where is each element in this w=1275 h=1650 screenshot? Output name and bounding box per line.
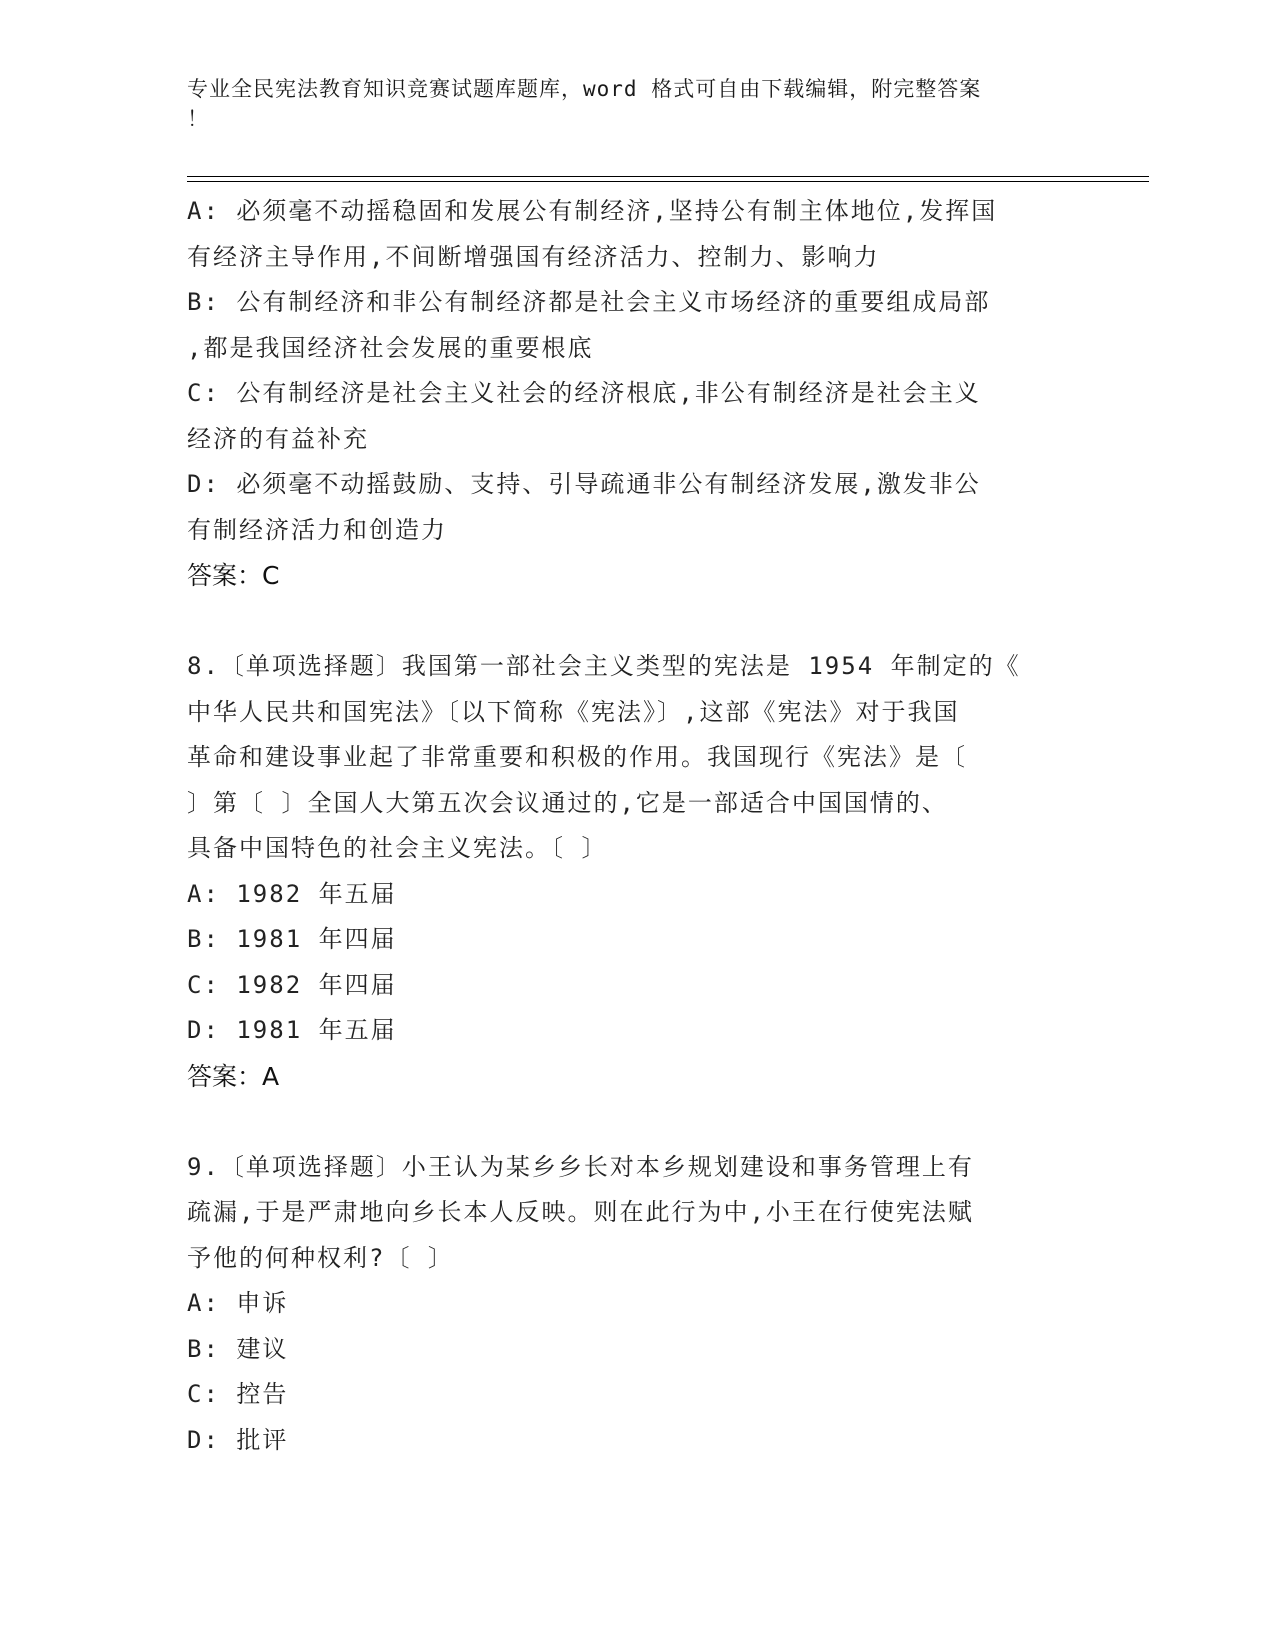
q8-option-d: D: 1981 年五届: [187, 1016, 397, 1044]
q9-option-d: D: 批评: [187, 1425, 289, 1454]
q7-option-a: A: 必须毫不动摇稳固和发展公有制经济,坚持公有制主体地位,发挥国 有经济主导作用,不间断增强国有经济活力、控制力、影响力: [187, 197, 998, 271]
q8-option-c: C: 1982 年四届: [187, 970, 397, 999]
question-9: [187, 1145, 1067, 1464]
q9-option-c: C: 控告: [187, 1380, 289, 1408]
question-7: [187, 189, 1067, 599]
q8-option-a: A: 1982 年五届: [187, 879, 397, 908]
document-body: [187, 189, 1067, 1463]
header-line-1: 专业全民宪法教育知识竞赛试题库题库，word 格式可自由下载编辑，附完整答案: [187, 77, 982, 101]
q7-option-b: B: 公有制经济和非公有制经济都是社会主义市场经济的重要组成局部 ,都是我国经济社会发展的重要根底: [187, 288, 991, 362]
spacer: [187, 599, 1067, 645]
q9-stem: 9.〔单项选择题〕小王认为某乡乡长对本乡规划建设和事务管理上有 疏漏,于是严肃地向乡长本人反映。则在此行为中,小王在行使宪法赋 予他的何种权利?〔 〕: [187, 1152, 974, 1272]
q7-option-d: D: 必须毫不动摇鼓励、支持、引导疏通非公有制经济发展,激发非公 有制经济活力和创造力: [187, 470, 981, 544]
page-header: [187, 74, 1067, 134]
q7-answer: 答案：C: [187, 561, 280, 590]
q8-stem: 8.〔单项选择题〕我国第一部社会主义类型的宪法是 1954 年制定的《 中华人民共和国宪法》〔以下简称《宪法》〕,这部《宪法》对于我国 革命和建设事业起了非常重要和积极的作用。我国现行《宪法》是〔 〕第〔 〕全国人大第五次会议通过的,它是一部适合中国国情的、 具备中国特色的社会主义宪法。〔 〕: [187, 652, 1021, 862]
q9-option-a: A: 申诉: [187, 1289, 289, 1317]
q8-answer: 答案：A: [187, 1061, 280, 1091]
header-rule-bottom: [187, 181, 1149, 182]
q9-option-b: B: 建议: [187, 1334, 289, 1363]
spacer: [187, 1099, 1067, 1145]
header-line-2: ！: [187, 107, 209, 131]
q8-option-b: B: 1981 年四届: [187, 925, 397, 953]
question-8: [187, 644, 1067, 1099]
q7-option-c: C: 公有制经济是社会主义社会的经济根底,非公有制经济是社会主义 经济的有益补充: [187, 379, 981, 453]
header-rule-top: [187, 176, 1149, 177]
